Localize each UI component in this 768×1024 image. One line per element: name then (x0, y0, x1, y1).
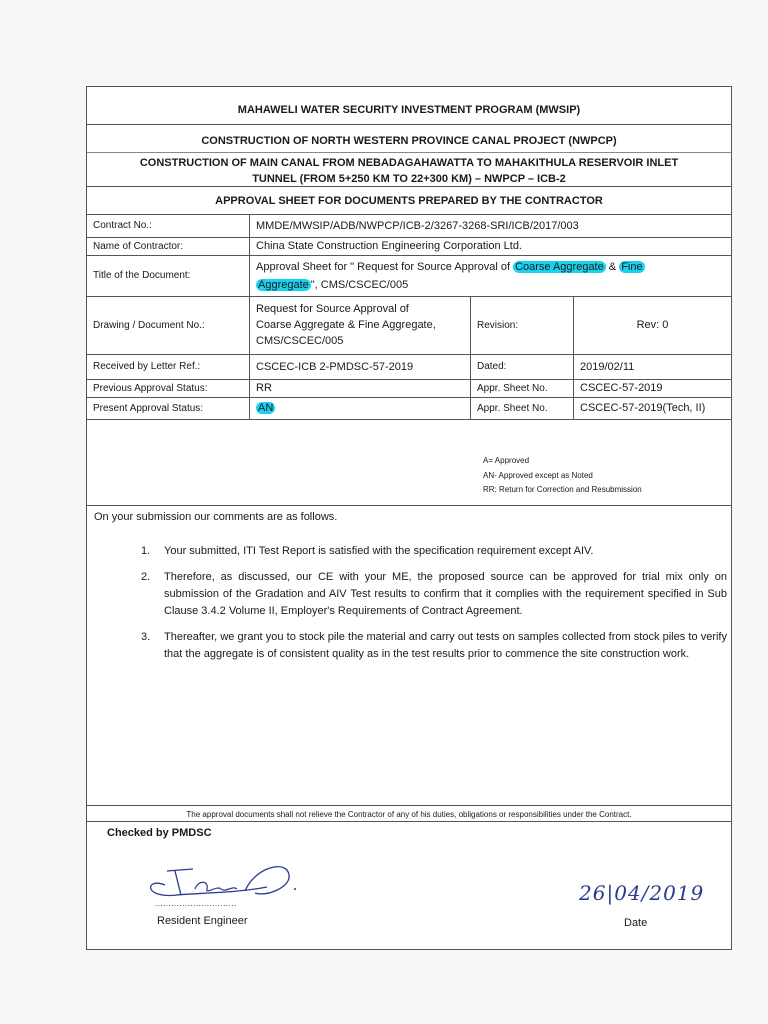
document-title-value (250, 255, 732, 296)
title-ampersand: & (605, 260, 620, 273)
comments-list (141, 543, 727, 672)
drawing-value-line1: Request for Source Approval of (256, 303, 409, 315)
legend-approved-noted: AN- Approved except as Noted (483, 470, 593, 480)
legend-approved: A= Approved (483, 456, 530, 465)
drawing-label: Drawing / Document No.: (87, 296, 250, 354)
sheet-title: APPROVAL SHEET FOR DOCUMENTS PREPARED BY THE CONTRACTOR (87, 187, 731, 215)
drawing-value-line2: Coarse Aggregate & Fine Aggregate, (256, 319, 436, 331)
document-title-label: Title of the Document: (87, 255, 250, 296)
table-row (87, 237, 731, 255)
divider (87, 505, 731, 506)
resident-engineer-label: Resident Engineer (157, 915, 248, 927)
previous-sheet-value: CSCEC-57-2019 (574, 379, 732, 397)
approval-sheet (86, 86, 732, 950)
revision-value: Rev: 0 (574, 296, 732, 354)
list-item (141, 569, 727, 620)
contract-title-line2: TUNNEL (FROM 5+250 KM TO 22+300 KM) – NWPCP – ICB-2 (252, 173, 566, 185)
checked-by: Checked by PMDSC (107, 827, 212, 839)
signature-line: .............................. (155, 899, 237, 908)
disclaimer: The approval documents shall not relieve the Contractor of any of his duties, obligations or responsibilities under the Contract. (186, 810, 632, 819)
status-legend (483, 454, 642, 498)
highlight-aggregate: Aggregate (258, 278, 309, 291)
revision-label: Revision: (471, 296, 574, 354)
table-row (87, 397, 731, 419)
table-row (87, 215, 731, 237)
present-sheet-label: Appr. Sheet No. (471, 397, 574, 419)
dated-value: 2019/02/11 (574, 354, 732, 379)
highlight-fine: Fine (621, 260, 643, 273)
list-item-number: 1. (141, 545, 151, 557)
list-item-number: 3. (141, 631, 151, 643)
contract-no-label: Contract No.: (87, 215, 250, 237)
previous-status-value: RR (250, 379, 471, 397)
divider (87, 821, 731, 822)
previous-sheet-label: Appr. Sheet No. (471, 379, 574, 397)
table-row (87, 296, 731, 354)
list-item-text: Therefore, as discussed, our CE with your ME, the proposed source can be approved for trial mix only on submission of the Gradation and AIV Test results to confirm that it complies with the requirement specified in Sub Clause 3.4.2 Volume II, Employer's Requirements of Contract Agreement. (164, 571, 727, 617)
table-row (87, 354, 731, 379)
list-item-number: 2. (141, 571, 151, 583)
present-status-value: AN (258, 402, 274, 414)
present-status-cell (250, 397, 471, 419)
list-item-text: Thereafter, we grant you to stock pile the material and carry out tests on samples collected from stock piles to verify that the aggregate is of consistent quality as in the test results prior to commence the site construction work. (164, 631, 727, 660)
dated-label: Dated: (471, 354, 574, 379)
letter-ref-label: Received by Letter Ref.: (87, 354, 250, 379)
table-row (87, 255, 731, 296)
contractor-value: China State Construction Engineering Corporation Ltd. (250, 237, 732, 255)
contractor-label: Name of Contractor: (87, 237, 250, 255)
list-item (141, 543, 727, 560)
program-title: MAHAWELI WATER SECURITY INVESTMENT PROGRAM (MWSIP) (87, 87, 731, 125)
highlight-coarse-aggregate: Coarse Aggregate (515, 260, 604, 273)
list-item-text: Your submitted, ITI Test Report is satisfied with the specification requirement except AIV. (164, 545, 594, 557)
legend-return: RR: Return for Correction and Resubmission (483, 485, 642, 494)
table-row (87, 379, 731, 397)
title-prefix: Approval Sheet for " Request for Source Approval of (256, 260, 514, 273)
document-details-table (87, 215, 731, 420)
title-suffix: ", CMS/CSCEC/005 (310, 278, 409, 291)
previous-status-label: Previous Approval Status: (87, 379, 250, 397)
drawing-value-line3: CMS/CSCEC/005 (256, 335, 344, 347)
project-title: CONSTRUCTION OF NORTH WESTERN PROVINCE CANAL PROJECT (NWPCP) (87, 125, 731, 153)
list-item (141, 629, 727, 663)
contract-title-line1: CONSTRUCTION OF MAIN CANAL FROM NEBADAGAHAWATTA TO MAHAKITHULA RESERVOIR INLET (139, 157, 679, 169)
divider (87, 805, 731, 806)
comments-intro: On your submission our comments are as follows. (94, 511, 338, 523)
letter-ref-value: CSCEC-ICB 2-PMDSC-57-2019 (250, 354, 471, 379)
contract-title (87, 153, 731, 187)
contract-no-value: MMDE/MWSIP/ADB/NWPCP/ICB-2/3267-3268-SRI/ICB/2017/003 (250, 215, 732, 237)
drawing-value (250, 296, 471, 354)
present-sheet-value: CSCEC-57-2019(Tech, II) (574, 397, 732, 419)
handwritten-date: 26|04/2019 (579, 881, 705, 905)
present-status-label: Present Approval Status: (87, 397, 250, 419)
date-label: Date (624, 917, 648, 929)
